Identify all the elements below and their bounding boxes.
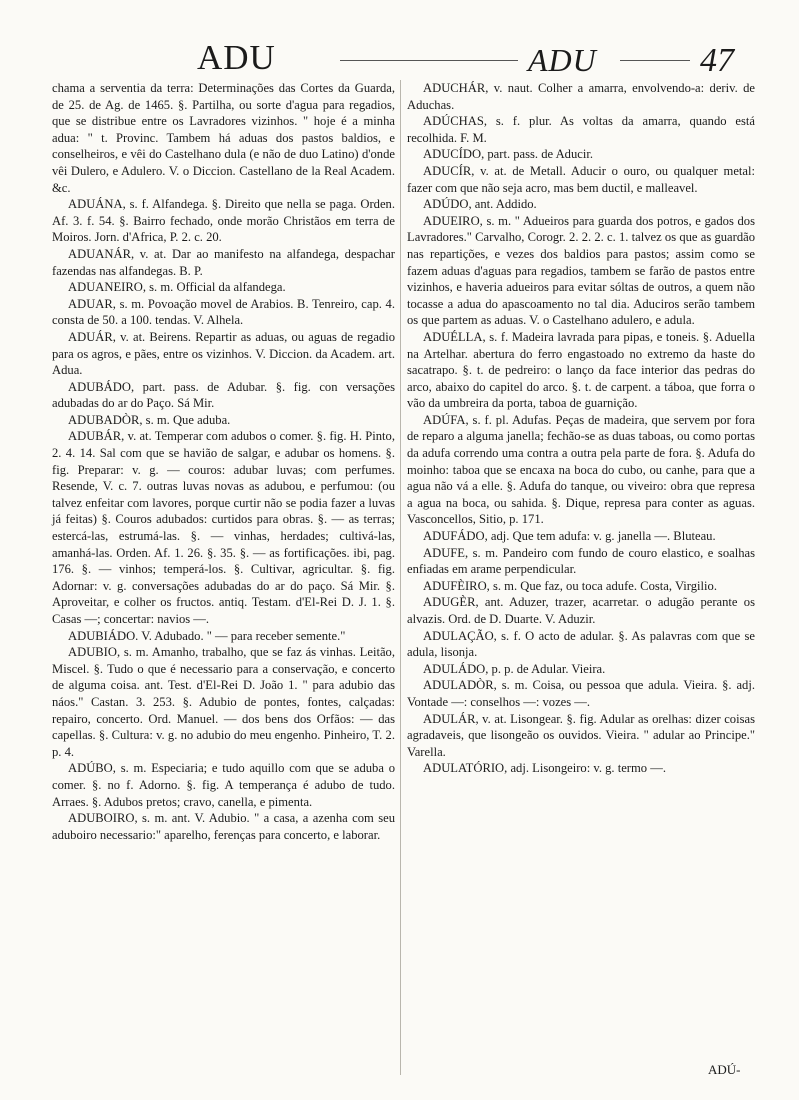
page-number: 47 bbox=[700, 42, 734, 79]
dictionary-entry: ADUFE, s. m. Pandeiro com fundo de couro elastico, e soalhas enfiadas em arame perpendicular. bbox=[407, 545, 755, 577]
dictionary-entry: ADUANEIRO, s. m. Official da alfandega. bbox=[68, 280, 286, 295]
dictionary-entry: ADUÁR, v. at. Beirens. Repartir as aduas, ou aguas de regadio para os agros, e pães, entre os vizinhos. V. Diccion. da Academ. art. Adua. bbox=[52, 329, 395, 378]
dictionary-entry: ADUEIRO, s. m. " Adueiros para guarda dos potros, e gados dos Lavradores." Carvalho, Corogr. 2. 2. 2. c. 1. talvez os que as guardão nas repartições, e vezes dos baldios para pastos; assim como se fazem aduas d'aguas para regadios, tambem se farão de pastos entre vizinhos, e haveria adueiros para evitar sóltas de outros, a quem não tocasse a adua do apascoamento no tal dia. Aduciros serão tambem os que partem as aduas. V. o Castelhano adulero, e adula. bbox=[407, 213, 755, 328]
dictionary-entry: ADUGÈR, ant. Aduzer, trazer, acarretar. o adugão perante os alvazis. Ord. de D. Duarte. V. Aduzir. bbox=[407, 595, 755, 626]
dictionary-entry: ADUBÁR, v. at. Temperar com adubos o comer. §. fig. H. Pinto, 2. 4. 14. Sal com que se havião de salgar, e adubar os homens. §. fig. Preparar: v. g. — couros: adubar luvas; com perfumes. Resende, V. c. 7. outras luvas novas as adubou, e perfumou: (ou talvez enfeitar com lavores, porque curtir não se podia fazer a luvas já feitas) §. Couros adubados: curtidos para obras. §. — as terras; estercá-las, estrumá-las. §. — vinhas, herdades; cultivá-las, amanhá-las. Orden. Af. 1. 26. §. 35. §. — as fortificações. ibi, pag. 176. §. — vinhos; temperá-los. §. Cultivar, agricultar. §. fig. Adornar: v. g. conversações adubadas do ar do paço. Sá Mir. §. Aproveitar, e colher os fructos. antiq. Testam. d'El-Rei D. J. 1. §. Casas —; concertar: navios —. bbox=[52, 429, 395, 626]
dictionary-entry: ADUÁNA, s. f. Alfandega. §. Direito que nella se paga. Orden. Af. 3. f. 54. §. Bairro fechado, onde morão Christãos em terra de Moiros. Jorn. d'Africa, P. 2. c. 20. bbox=[52, 197, 395, 245]
dictionary-entry: ADULADÒR, s. m. Coisa, ou pessoa que adula. Vieira. §. adj. Vontade —: conselhos —: vozes —. bbox=[407, 678, 755, 709]
dictionary-entry: ADUBADÒR, s. m. Que aduba. bbox=[68, 412, 231, 427]
dictionary-entry: ADÚCHAS, s. f. plur. As voltas da amarra, quando está recolhida. F. M. bbox=[407, 114, 755, 145]
running-header bbox=[0, 38, 799, 80]
dictionary-entry: ADUÉLLA, s. f. Madeira lavrada para pipas, e toneis. §. Aduella na Artelhar. abertura do ferro engastoado no extremo da haste do sacatrapo. §. t. de pedreiro: o lanço da face interior das pedras do arco, abaixo do capitel do arco. §. t. de carpent. a táboa, que forra o vão da umbreira da porta, taboa de guarnição. bbox=[407, 329, 755, 411]
dictionary-entry: ADUBIÁDO. V. Adubado. " — para receber semente." bbox=[68, 628, 346, 643]
catchword: ADÚ- bbox=[708, 1062, 741, 1077]
dictionary-entry: ADULÁDO, p. p. de Adular. Vieira. bbox=[423, 661, 606, 676]
dictionary-entry: ADULÁR, v. at. Lisongear. §. fig. Adular as orelhas: dizer coisas agradaveis, que lisongeão os ouvidos. Vieira. " adular ao Principe." Varella. bbox=[407, 711, 755, 759]
header-center-word: ADU bbox=[528, 42, 597, 78]
dictionary-entry: chama a serventia da terra: Determinações das Cortes da Guarda, de 25. de Ag. de 1465. §. Partilha, ou sorte d'agua para regadios, que se distribue entre os Lavradores vizinhos. " hoje é a minha adua: " t. Provinc. Tambem há aduas dos pastos baldios, e conselheiros, e vêi do Castelhano dula (e não de duo Latino) d'onde vêi Dulero, e Adulero. V. o Diccion. Castellano de la Real Academ. &c. bbox=[52, 81, 395, 195]
header-left-word: ADU bbox=[197, 38, 276, 77]
dictionary-entry: ADUAR, s. m. Povoação movel de Arabios. B. Tenreiro, cap. 4. consta de 50. a 100. tendas. V. Alhela. bbox=[52, 296, 395, 328]
dictionary-entry: ADUBÁDO, part. pass. de Adubar. §. fig. con versações adubadas do ar do Paço. Sá Mir. bbox=[52, 379, 395, 411]
dictionary-entry: ADUFÁDO, adj. Que tem adufa: v. g. janella —. Bluteau. bbox=[423, 529, 716, 544]
dictionary-entry: ADUCÍR, v. at. de Metall. Aducir o ouro, ou qualquer metal: fazer com que não seja acro, mas bem ductil, e malleavel. bbox=[407, 163, 755, 195]
dictionary-entry: ADUCÍDO, part. pass. de Aducir. bbox=[423, 147, 593, 162]
dictionary-entry: ADUANÁR, v. at. Dar ao manifesto na alfandega, despachar fazendas nas alfandegas. B. P. bbox=[52, 246, 395, 278]
header-rule bbox=[340, 60, 518, 61]
dictionary-entry: ADÚFA, s. f. pl. Adufas. Peças de madeira, que servem por fora de reparo a alguma janella; fechão-se as duas taboas, ou como portas da adufa correndo uma contra a outra pela parte de fora. §. Adufa do moinho: taboa que se encaxa na boca do cubo, ou canhe, para que a agua não vá a elle. §. Adufa do tanque, ou viveiro: obra que represa a agua na boca, ou sahida. §. Dique, represa para conter as aguas. Vasconcellos, Sitio, p. 171. bbox=[407, 412, 755, 527]
column-divider bbox=[400, 80, 401, 1075]
dictionary-entry: ADULAÇÃO, s. f. O acto de adular. §. As palavras com que se adula, lisonja. bbox=[407, 628, 755, 660]
header-rule-right bbox=[620, 60, 690, 61]
dictionary-entry: ADUCHÁR, v. naut. Colher a amarra, envolvendo-a: deriv. de Aduchas. bbox=[407, 81, 755, 112]
dictionary-entry: ADUFÈIRO, s. m. Que faz, ou toca adufe. Costa, Virgilio. bbox=[423, 578, 717, 593]
dictionary-entry: ADUBIO, s. m. Amanho, trabalho, que se faz ás vinhas. Leitão, Miscel. §. Tudo o que é necessario para a conservação, e concerto de alguma coisa. ant. Test. d'El-Rei D. João 1. " para adubio das náos." Castan. 3. 253. §. Adubio de pontes, fontes, calçadas: repairo, concerto. Ord. Manuel. — dos bens dos Orfãos: — das capellas. §. Cultura: v. g. no adubio do meu engenho. Pinheiro, T. 2. p. 4. bbox=[52, 645, 395, 759]
right-column bbox=[407, 80, 755, 777]
dictionary-entry: ADÚBO, s. m. Especiaria; e tudo aquillo com que se aduba o comer. §. no f. Adorno. §. fig. A temperança é adubo de tudo. Arraes. §. Adubos pretos; cravo, canella, e pimenta. bbox=[52, 761, 395, 809]
dictionary-entry: ADUBOIRO, s. m. ant. V. Adubio. " a casa, a azenha com seu aduboiro necessario:" aparelho, ferenças para concerto, e laborar. bbox=[52, 811, 395, 842]
left-column bbox=[52, 80, 395, 843]
dictionary-entry: ADULATÓRIO, adj. Lisongeiro: v. g. termo —. bbox=[423, 761, 666, 776]
dictionary-entry: ADÚDO, ant. Addido. bbox=[423, 197, 537, 212]
